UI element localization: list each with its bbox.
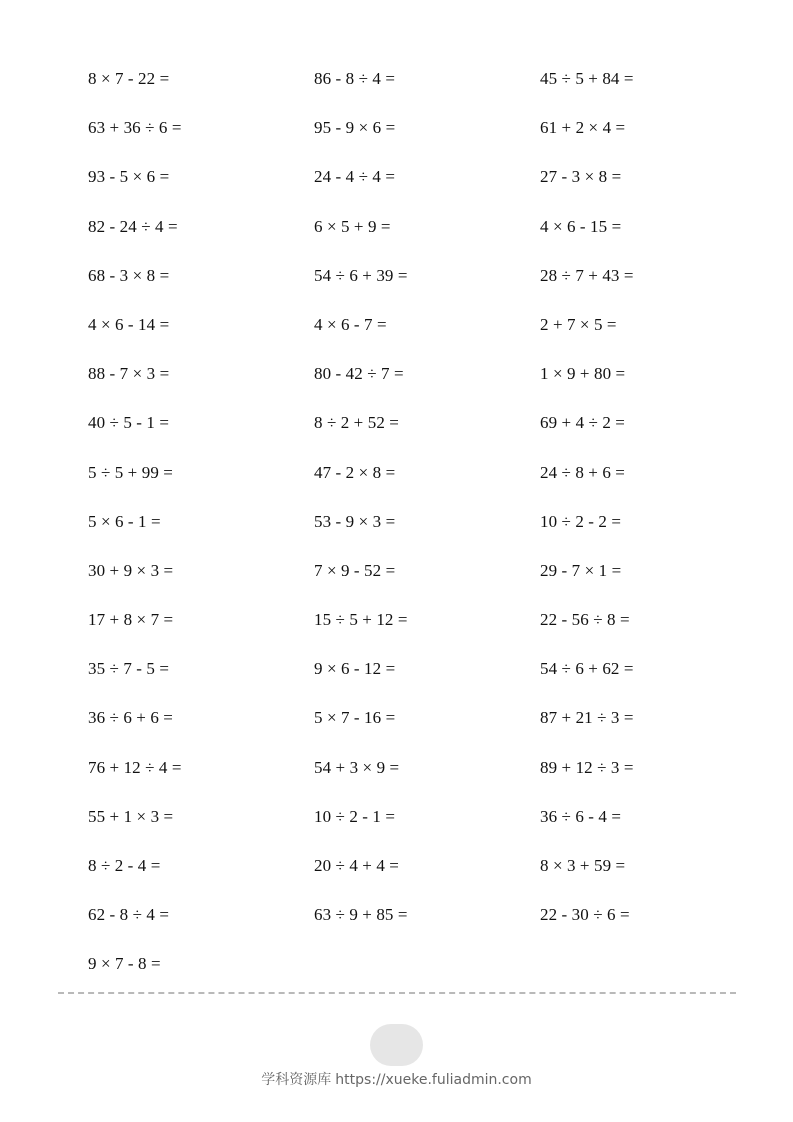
problem: 10 ÷ 2 - 1 = [314, 806, 396, 826]
problem: 63 ÷ 9 + 85 = [314, 905, 408, 925]
problem: 7 × 9 - 52 = [314, 560, 396, 580]
problem: 93 - 5 × 6 = [88, 167, 170, 187]
problem: 80 - 42 ÷ 7 = [314, 364, 404, 384]
problem: 17 + 8 × 7 = [88, 610, 174, 630]
problem: 20 ÷ 4 + 4 = [314, 856, 399, 875]
problem: 8 × 3 + 59 = [540, 856, 626, 875]
problem: 22 - 30 ÷ 6 = [540, 905, 630, 925]
problem: 5 × 6 - 1 = [88, 511, 161, 531]
problem: 87 + 21 ÷ 3 = [540, 708, 634, 728]
page-number-badge [370, 1024, 423, 1066]
problem: 15 ÷ 5 + 12 = [314, 610, 408, 630]
problem: 62 - 8 ÷ 4 = [88, 905, 170, 925]
problem: 36 ÷ 6 + 6 = [88, 708, 173, 728]
problem: 22 - 56 ÷ 8 = [540, 610, 630, 630]
problem: 4 × 6 - 7 = [314, 314, 387, 334]
problem: 47 - 2 × 8 = [314, 462, 396, 482]
problem: 5 × 7 - 16 = [314, 708, 396, 728]
problem: 6 × 5 + 9 = [314, 216, 391, 236]
problem: 8 × 7 - 22 = [88, 69, 170, 88]
problem: 24 - 4 ÷ 4 = [314, 167, 396, 187]
problem: 9 × 7 - 8 = [88, 954, 161, 974]
footer-url-link[interactable]: https://xueke.fuliadmin.com [335, 1072, 532, 1088]
dashed-divider [58, 992, 736, 994]
problem: 82 - 24 ÷ 4 = [88, 216, 178, 236]
problem: 30 + 9 × 3 = [88, 560, 174, 580]
problem: 9 × 6 - 12 = [314, 659, 396, 679]
problem-grid [88, 62, 748, 997]
problem: 53 - 9 × 3 = [314, 511, 396, 531]
problem: 69 + 4 ÷ 2 = [540, 413, 625, 433]
problem: 88 - 7 × 3 = [88, 364, 170, 384]
problem: 86 - 8 ÷ 4 = [314, 69, 396, 88]
footer-site-name: 学科资源库 [261, 1072, 332, 1088]
problem: 24 ÷ 8 + 6 = [540, 462, 625, 482]
problem: 40 ÷ 5 - 1 = [88, 413, 170, 433]
problem: 76 + 12 ÷ 4 = [88, 757, 182, 777]
problem: 1 × 9 + 80 = [540, 364, 626, 384]
problem: 95 - 9 × 6 = [314, 118, 396, 138]
problem: 4 × 6 - 14 = [88, 314, 170, 334]
problem: 55 + 1 × 3 = [88, 806, 174, 826]
footer [0, 1070, 793, 1090]
problem: 68 - 3 × 8 = [88, 265, 170, 285]
problem: 45 ÷ 5 + 84 = [540, 69, 634, 88]
problem: 2 + 7 × 5 = [540, 314, 617, 334]
problem: 28 ÷ 7 + 43 = [540, 265, 634, 285]
problem: 54 ÷ 6 + 62 = [540, 659, 634, 679]
problem: 89 + 12 ÷ 3 = [540, 757, 634, 777]
problem: 8 ÷ 2 + 52 = [314, 413, 399, 433]
problem: 10 ÷ 2 - 2 = [540, 511, 622, 531]
problem: 36 ÷ 6 - 4 = [540, 806, 622, 826]
problem: 63 + 36 ÷ 6 = [88, 118, 182, 138]
problem: 29 - 7 × 1 = [540, 560, 622, 580]
problem: 8 ÷ 2 - 4 = [88, 856, 161, 875]
problem: 4 × 6 - 15 = [540, 216, 622, 236]
problem: 27 - 3 × 8 = [540, 167, 622, 187]
problem: 54 + 3 × 9 = [314, 757, 400, 777]
problem: 35 ÷ 7 - 5 = [88, 659, 170, 679]
problem: 5 ÷ 5 + 99 = [88, 462, 173, 482]
problem: 54 ÷ 6 + 39 = [314, 265, 408, 285]
problem: 61 + 2 × 4 = [540, 118, 626, 138]
